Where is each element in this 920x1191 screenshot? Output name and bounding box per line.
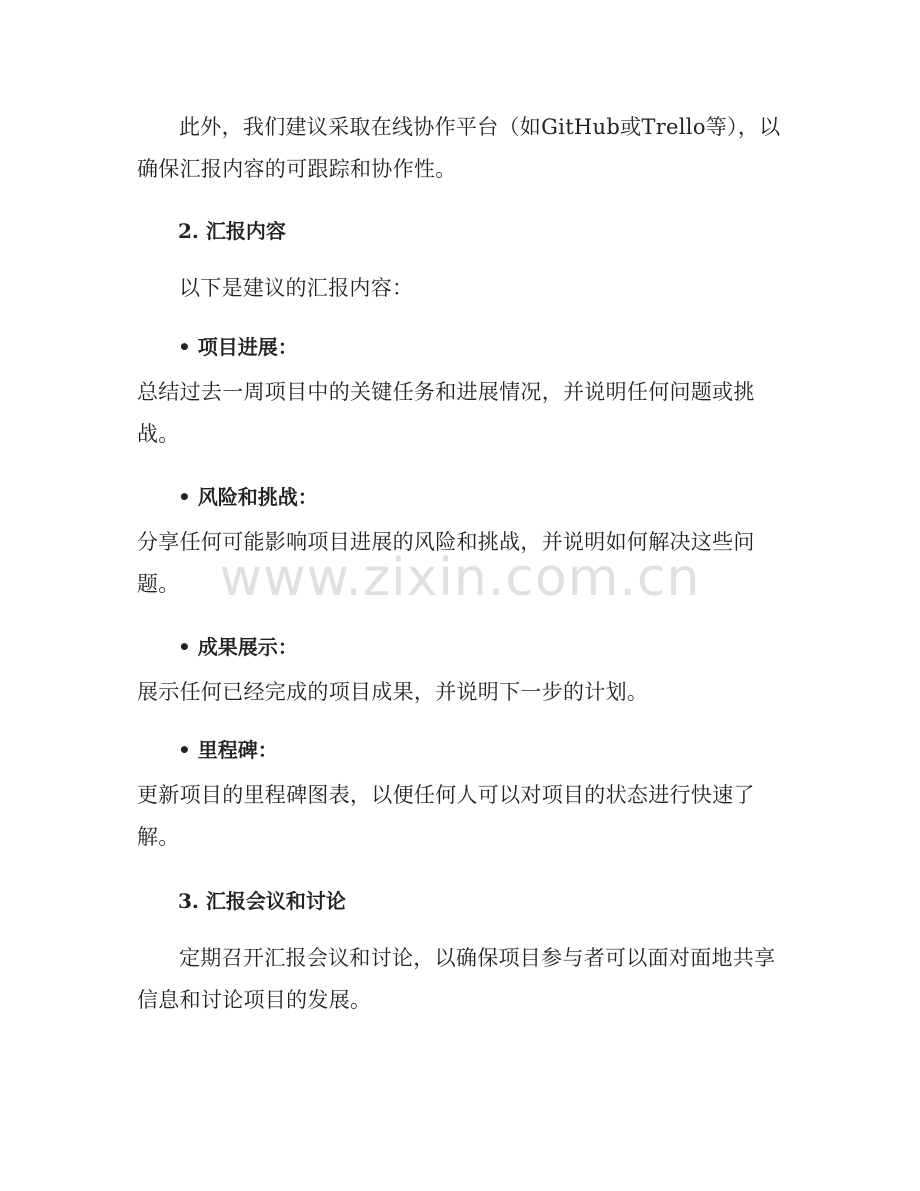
item-body-milestones: 更新项目的里程碑图表，以便任何人可以对项目的状态进行快速了解。 [137,783,755,849]
item-title-milestones: • 里程碑： [178,738,278,762]
section-3-heading: 3. 汇报会议和讨论 [178,889,346,913]
section-2-heading: 2. 汇报内容 [178,219,286,243]
item-body-results: 展示任何已经完成的项目成果，并说明下一步的计划。 [137,680,649,704]
intro-paragraph: 此外，我们建议采取在线协作平台（如GitHub或Trello等），以确保汇报内容的可跟踪和协作性。 [137,115,781,181]
item-title-risks: • 风险和挑战： [178,485,318,509]
item-title-results: • 成果展示： [178,635,298,659]
watermark: www.zixin.com.cn [219,548,701,608]
item-body-risks: 分享任何可能影响项目进展的风险和挑战，并说明如何解决这些问题。 [137,530,755,596]
item-body-progress: 总结过去一周项目中的关键任务和进展情况，并说明任何问题或挑战。 [137,380,755,446]
section-3-paragraph: 定期召开汇报会议和讨论，以确保项目参与者可以面对面地共享信息和讨论项目的发展。 [137,946,776,1012]
section-2-intro: 以下是建议的汇报内容： [179,276,414,300]
item-title-progress: • 项目进展： [178,335,298,359]
